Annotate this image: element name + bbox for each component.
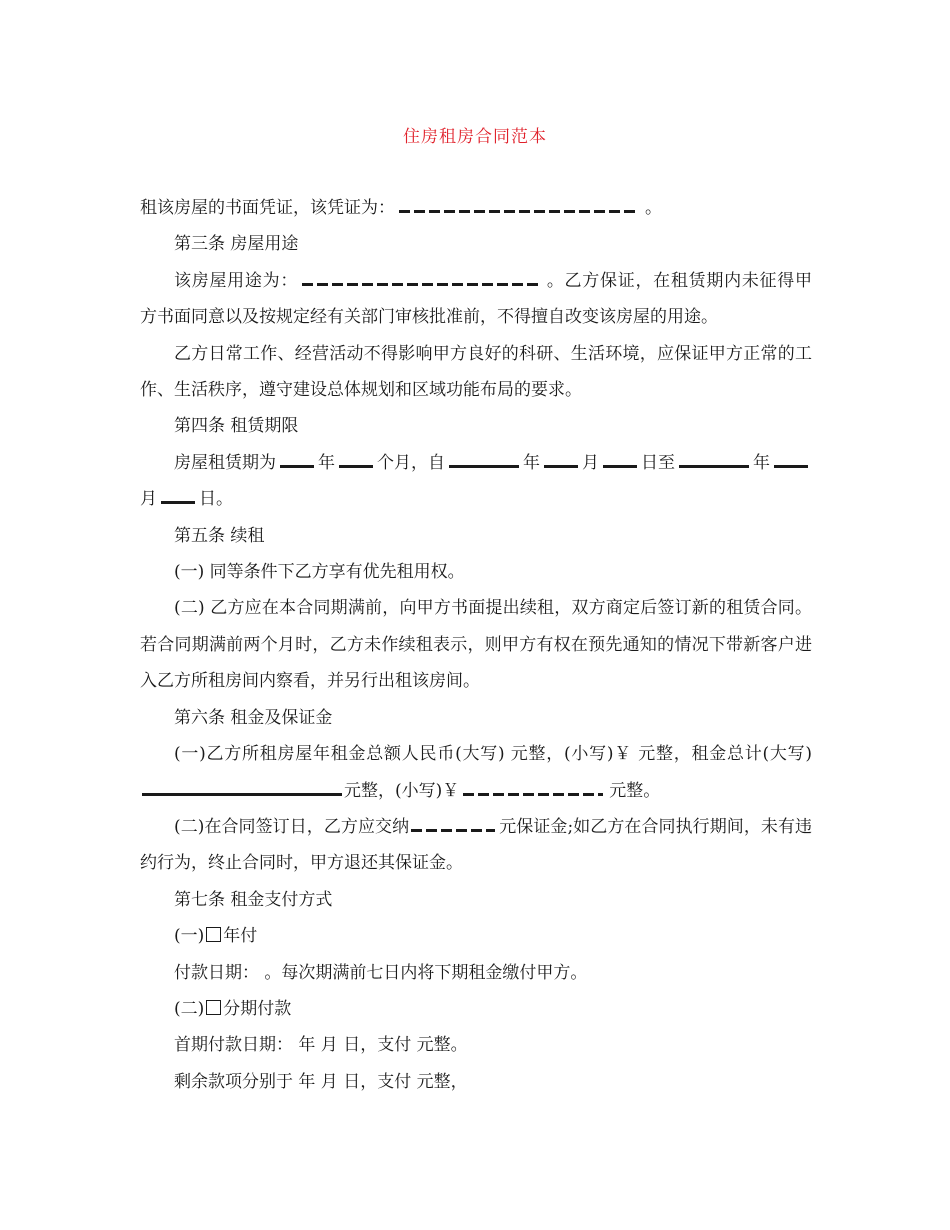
fill-blank [280,454,314,468]
text: (一)乙方所租房屋年租金总额人民币(大写) 元整，(小写)￥ 元整，租金总计(大写) [174,744,812,765]
paragraph [140,918,812,954]
fill-blank [142,782,342,796]
text: 日至 [641,452,675,473]
fill-blank [399,199,639,213]
text: 年付 [223,926,258,947]
fill-blank [603,454,637,468]
article-heading: 第七条 租金支付方式 [174,889,333,910]
paragraph: 首期付款日期： 年 月 日，支付 元整。 [174,1035,468,1056]
fill-blank [302,272,542,286]
text: 分期付款 [223,998,292,1019]
paragraph [140,263,812,336]
text: 元整，(小写)￥ [344,780,460,801]
fill-blank [679,454,749,468]
text: 房屋租赁期为 [174,452,276,473]
document-title: 住房租房合同范本 [403,127,547,147]
text: 。 [645,198,662,218]
text: 该房屋用途为： [174,270,299,291]
paragraph [140,190,812,226]
text: 年 [753,452,770,473]
text: 月 [140,489,157,510]
fill-blank [339,454,373,468]
fill-blank [449,454,519,468]
checkbox-icon [206,927,221,942]
text: 。乙方保证，在租赁期内未征得甲方书面同意以及按规定经有关部门审核批准前，不得擅自改变该房屋的用途。 [140,270,813,328]
paragraph: (二) 乙方应在本合同期满前，向甲方书面提出续租，双方商定后签订新的租赁合同。若合同期满前两个月时，乙方未作续租表示，则甲方有权在预先通知的情况下带新客户进入乙方所租房间内察看，并另行出租该房间。 [140,598,812,692]
checkbox-icon [206,1000,221,1015]
fill-blank [411,818,495,832]
article-heading: 第四条 租赁期限 [174,416,299,437]
fill-blank [161,490,195,504]
text: 年 [523,452,540,473]
paragraph [140,736,812,809]
article-heading: 第五条 续租 [174,525,265,546]
text: (二) [174,998,205,1019]
paragraph: 付款日期： 。每次期满前七日内将下期租金缴付甲方。 [174,962,588,983]
paragraph: 乙方日常工作、经营活动不得影响甲方良好的科研、生活环境，应保证甲方正常的工作、生活秩序，遵守建设总体规划和区域功能布局的要求。 [140,343,812,401]
paragraph [140,809,812,882]
text: 个月，自 [377,452,445,473]
text: 年 [318,452,335,473]
paragraph: 剩余款项分别于 年 月 日，支付 元整， [174,1071,468,1092]
paragraph [140,991,812,1027]
article-heading: 第三条 房屋用途 [174,234,299,255]
document-body [140,190,812,1100]
text: 元整。 [609,780,661,801]
fill-blank [544,454,578,468]
paragraph: (一) 同等条件下乙方享有优先租用权。 [174,562,465,583]
text: 租该房屋的书面凭证，该凭证为： [140,198,395,218]
text: (一) [174,926,205,947]
text: 月 [582,452,599,473]
text: 日。 [199,489,233,510]
fill-blank [463,782,603,796]
fill-blank [774,454,808,468]
text: (二)在合同签订日，乙方应交纳 [174,816,410,837]
text: 元保证金;如乙方在合同执行期间，未有违约行为，终止合同时，甲方退还其保证金。 [140,816,813,874]
article-heading: 第六条 租金及保证金 [174,707,333,728]
paragraph [140,445,812,518]
